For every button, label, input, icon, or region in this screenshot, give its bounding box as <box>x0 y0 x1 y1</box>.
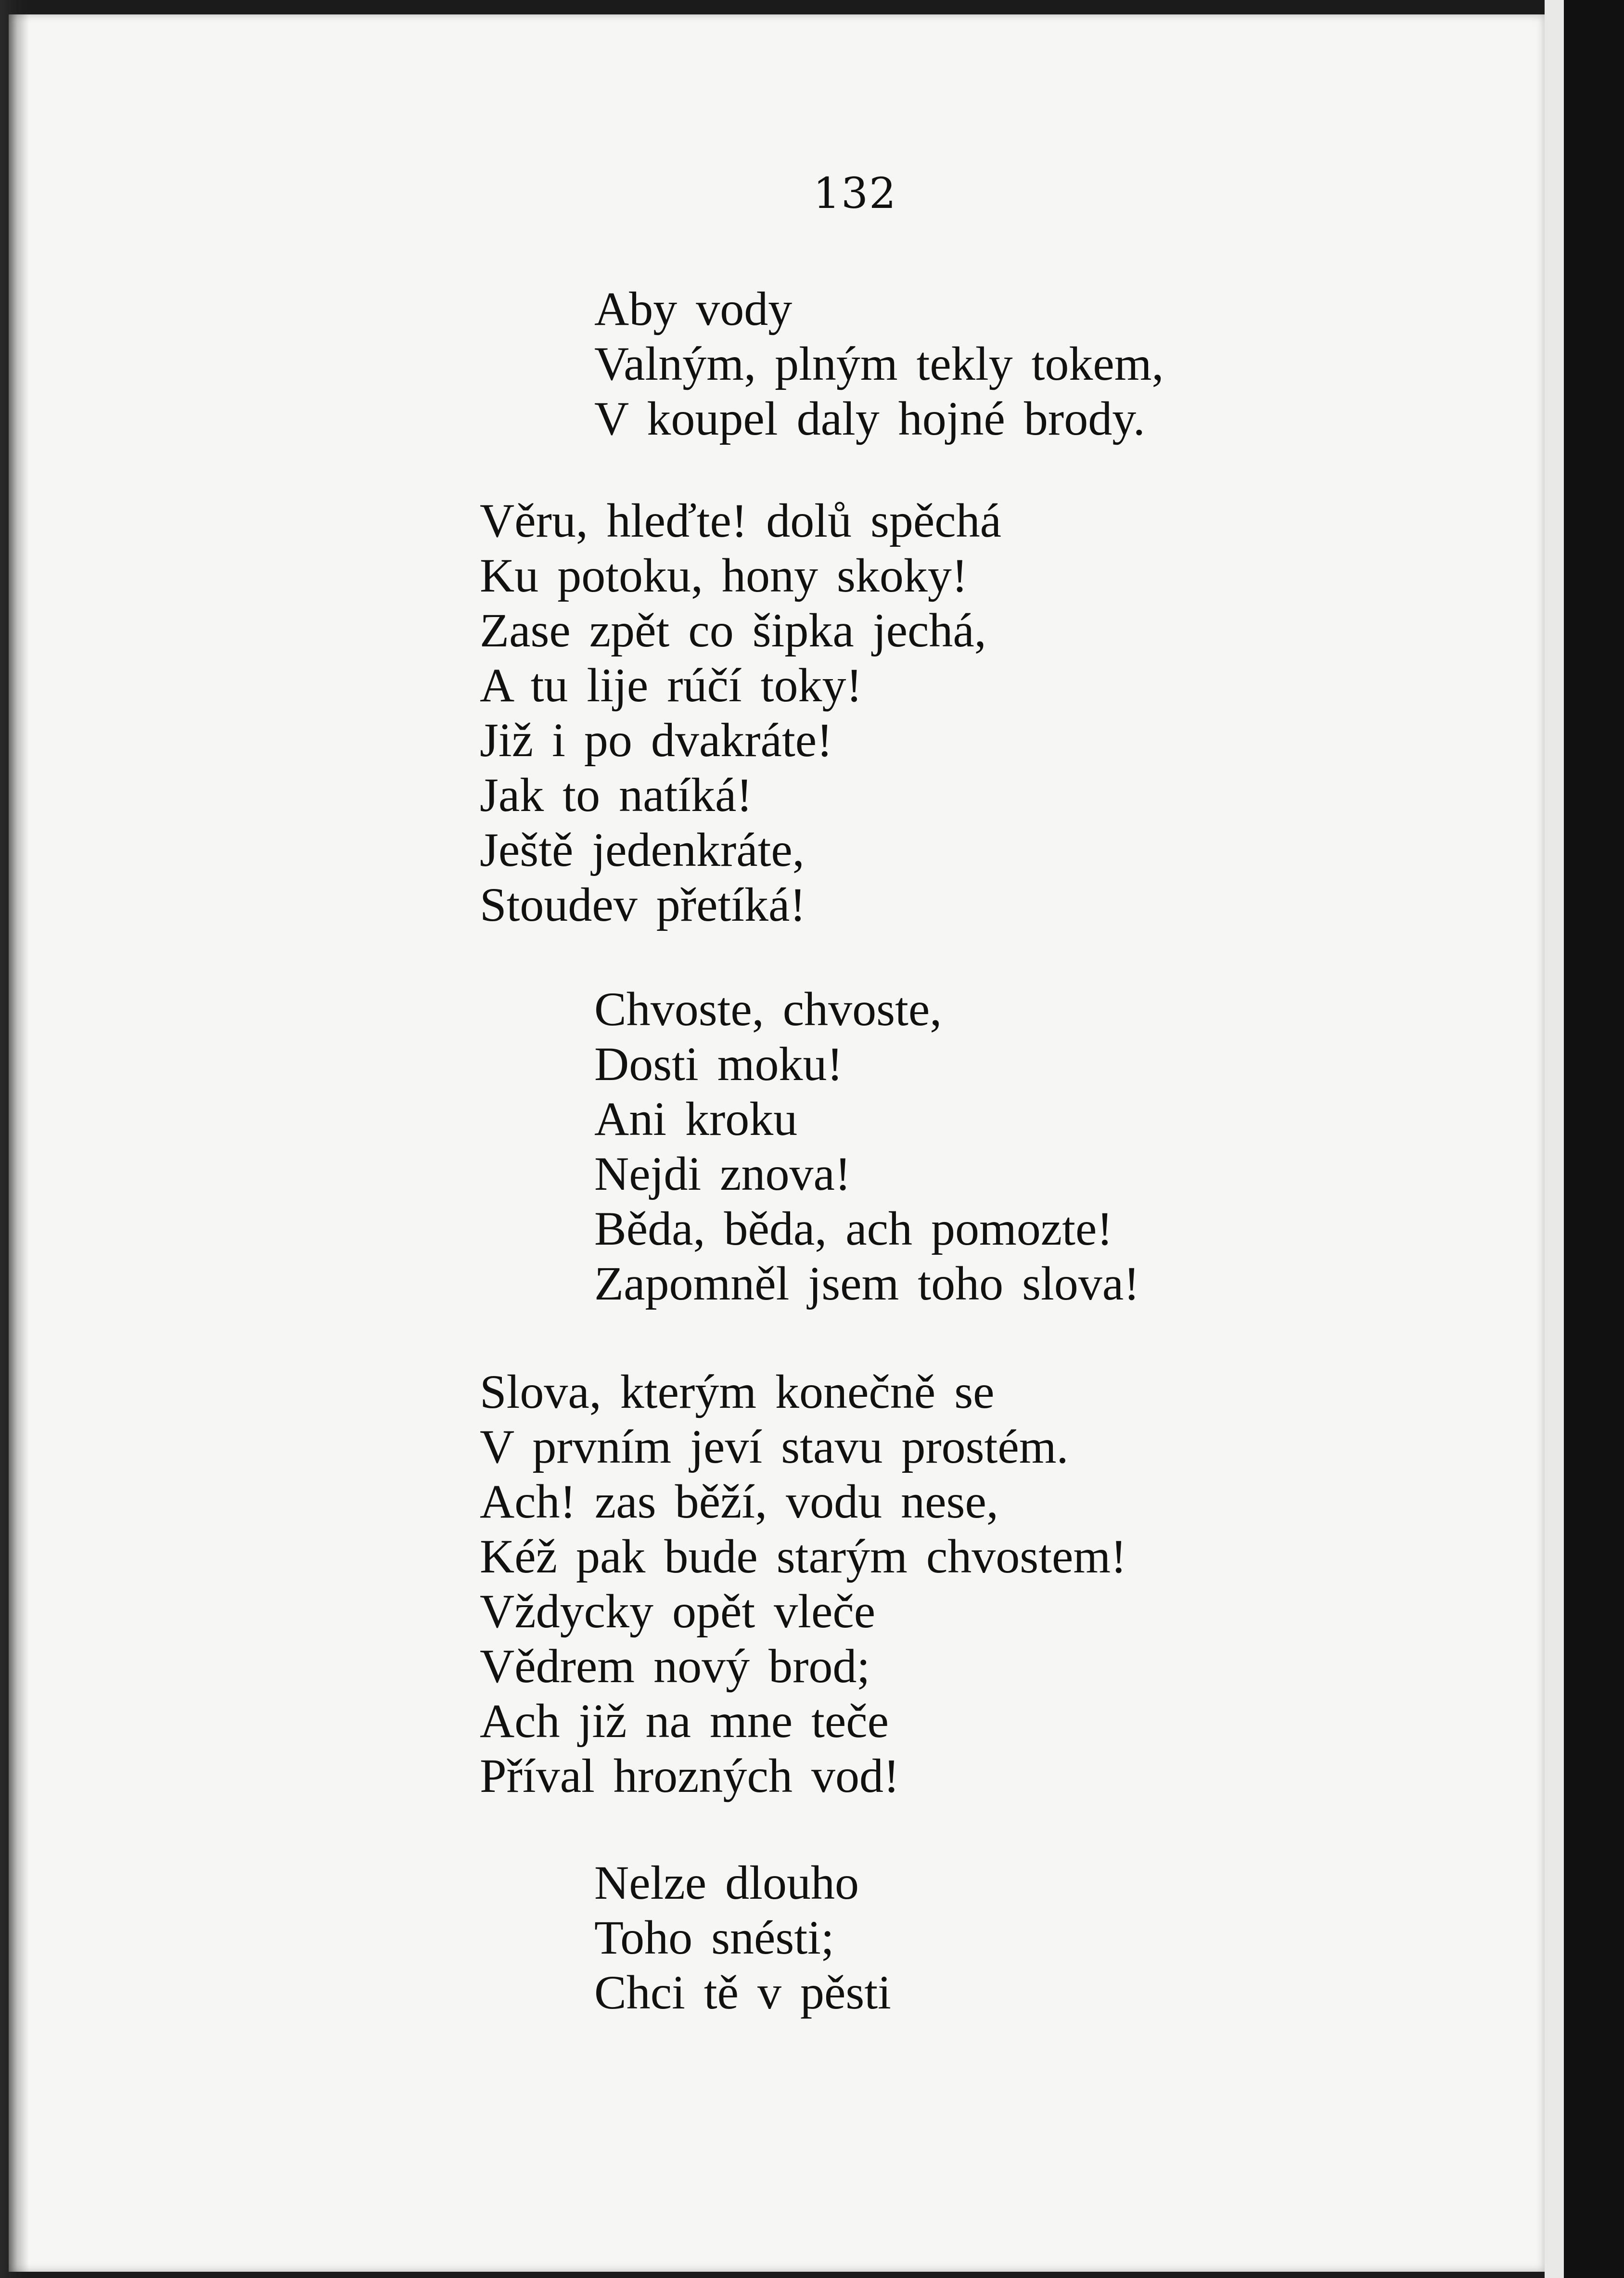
poem-line: Stoudev přetíká! <box>480 878 806 931</box>
poem-line: Ku potoku, hony skoky! <box>480 549 968 602</box>
poem-line: Nejdi znova! <box>594 1147 851 1200</box>
poem-line: Ani kroku <box>594 1092 798 1145</box>
poem-line: V koupel daly hojné brody. <box>594 392 1145 445</box>
poem-line: Zase zpět co šipka jechá, <box>480 604 986 657</box>
poem-line: Ach již na mne teče <box>480 1694 889 1748</box>
poem-line: A tu lije rúčí toky! <box>480 658 862 712</box>
poem-line: Již i po dvakráte! <box>480 713 833 767</box>
poem-line: Kéž pak bude starým chvostem! <box>480 1530 1127 1583</box>
poem-line: Chvoste, chvoste, <box>594 982 942 1036</box>
binding-shadow <box>0 0 29 2278</box>
poem-line: Toho snésti; <box>594 1911 834 1964</box>
poem-line: Nelze dlouho <box>594 1856 859 1909</box>
scan-border-right <box>1564 0 1624 2278</box>
adjacent-page-edge <box>1545 0 1564 2278</box>
poem-line: Příval hrozných vod! <box>480 1749 900 1802</box>
poem-line: Jak to natíká! <box>480 768 753 822</box>
poem-line: Slova, kterým konečně se <box>480 1365 995 1418</box>
poem-stanza <box>480 493 1001 932</box>
poem-stanza <box>594 1855 891 2020</box>
poem-line: Zapomněl jsem toho slova! <box>594 1257 1140 1310</box>
poem-line: Běda, běda, ach pomozte! <box>594 1202 1113 1255</box>
poem-stanza <box>594 282 1164 446</box>
poem-line: Ach! zas běží, vodu nese, <box>480 1475 998 1528</box>
poem-line: Vždycky opět vleče <box>480 1584 876 1638</box>
poem-line: V prvním jeví stavu prostém. <box>480 1420 1069 1473</box>
poem-line: Aby vody <box>594 282 793 335</box>
poem-line: Valným, plným tekly tokem, <box>594 337 1164 390</box>
poem-line: Chci tě v pěsti <box>594 1966 891 2019</box>
poem-line: Ještě jedenkráte, <box>480 823 805 876</box>
poem-stanza <box>594 982 1139 1311</box>
poem-line: Vědrem nový brod; <box>480 1639 870 1693</box>
page-number: 132 <box>813 168 897 218</box>
poem-stanza <box>480 1364 1126 1803</box>
poem-line: Dosti moku! <box>594 1037 843 1091</box>
poem-line: Věru, hleďte! dolů spěchá <box>480 494 1002 547</box>
